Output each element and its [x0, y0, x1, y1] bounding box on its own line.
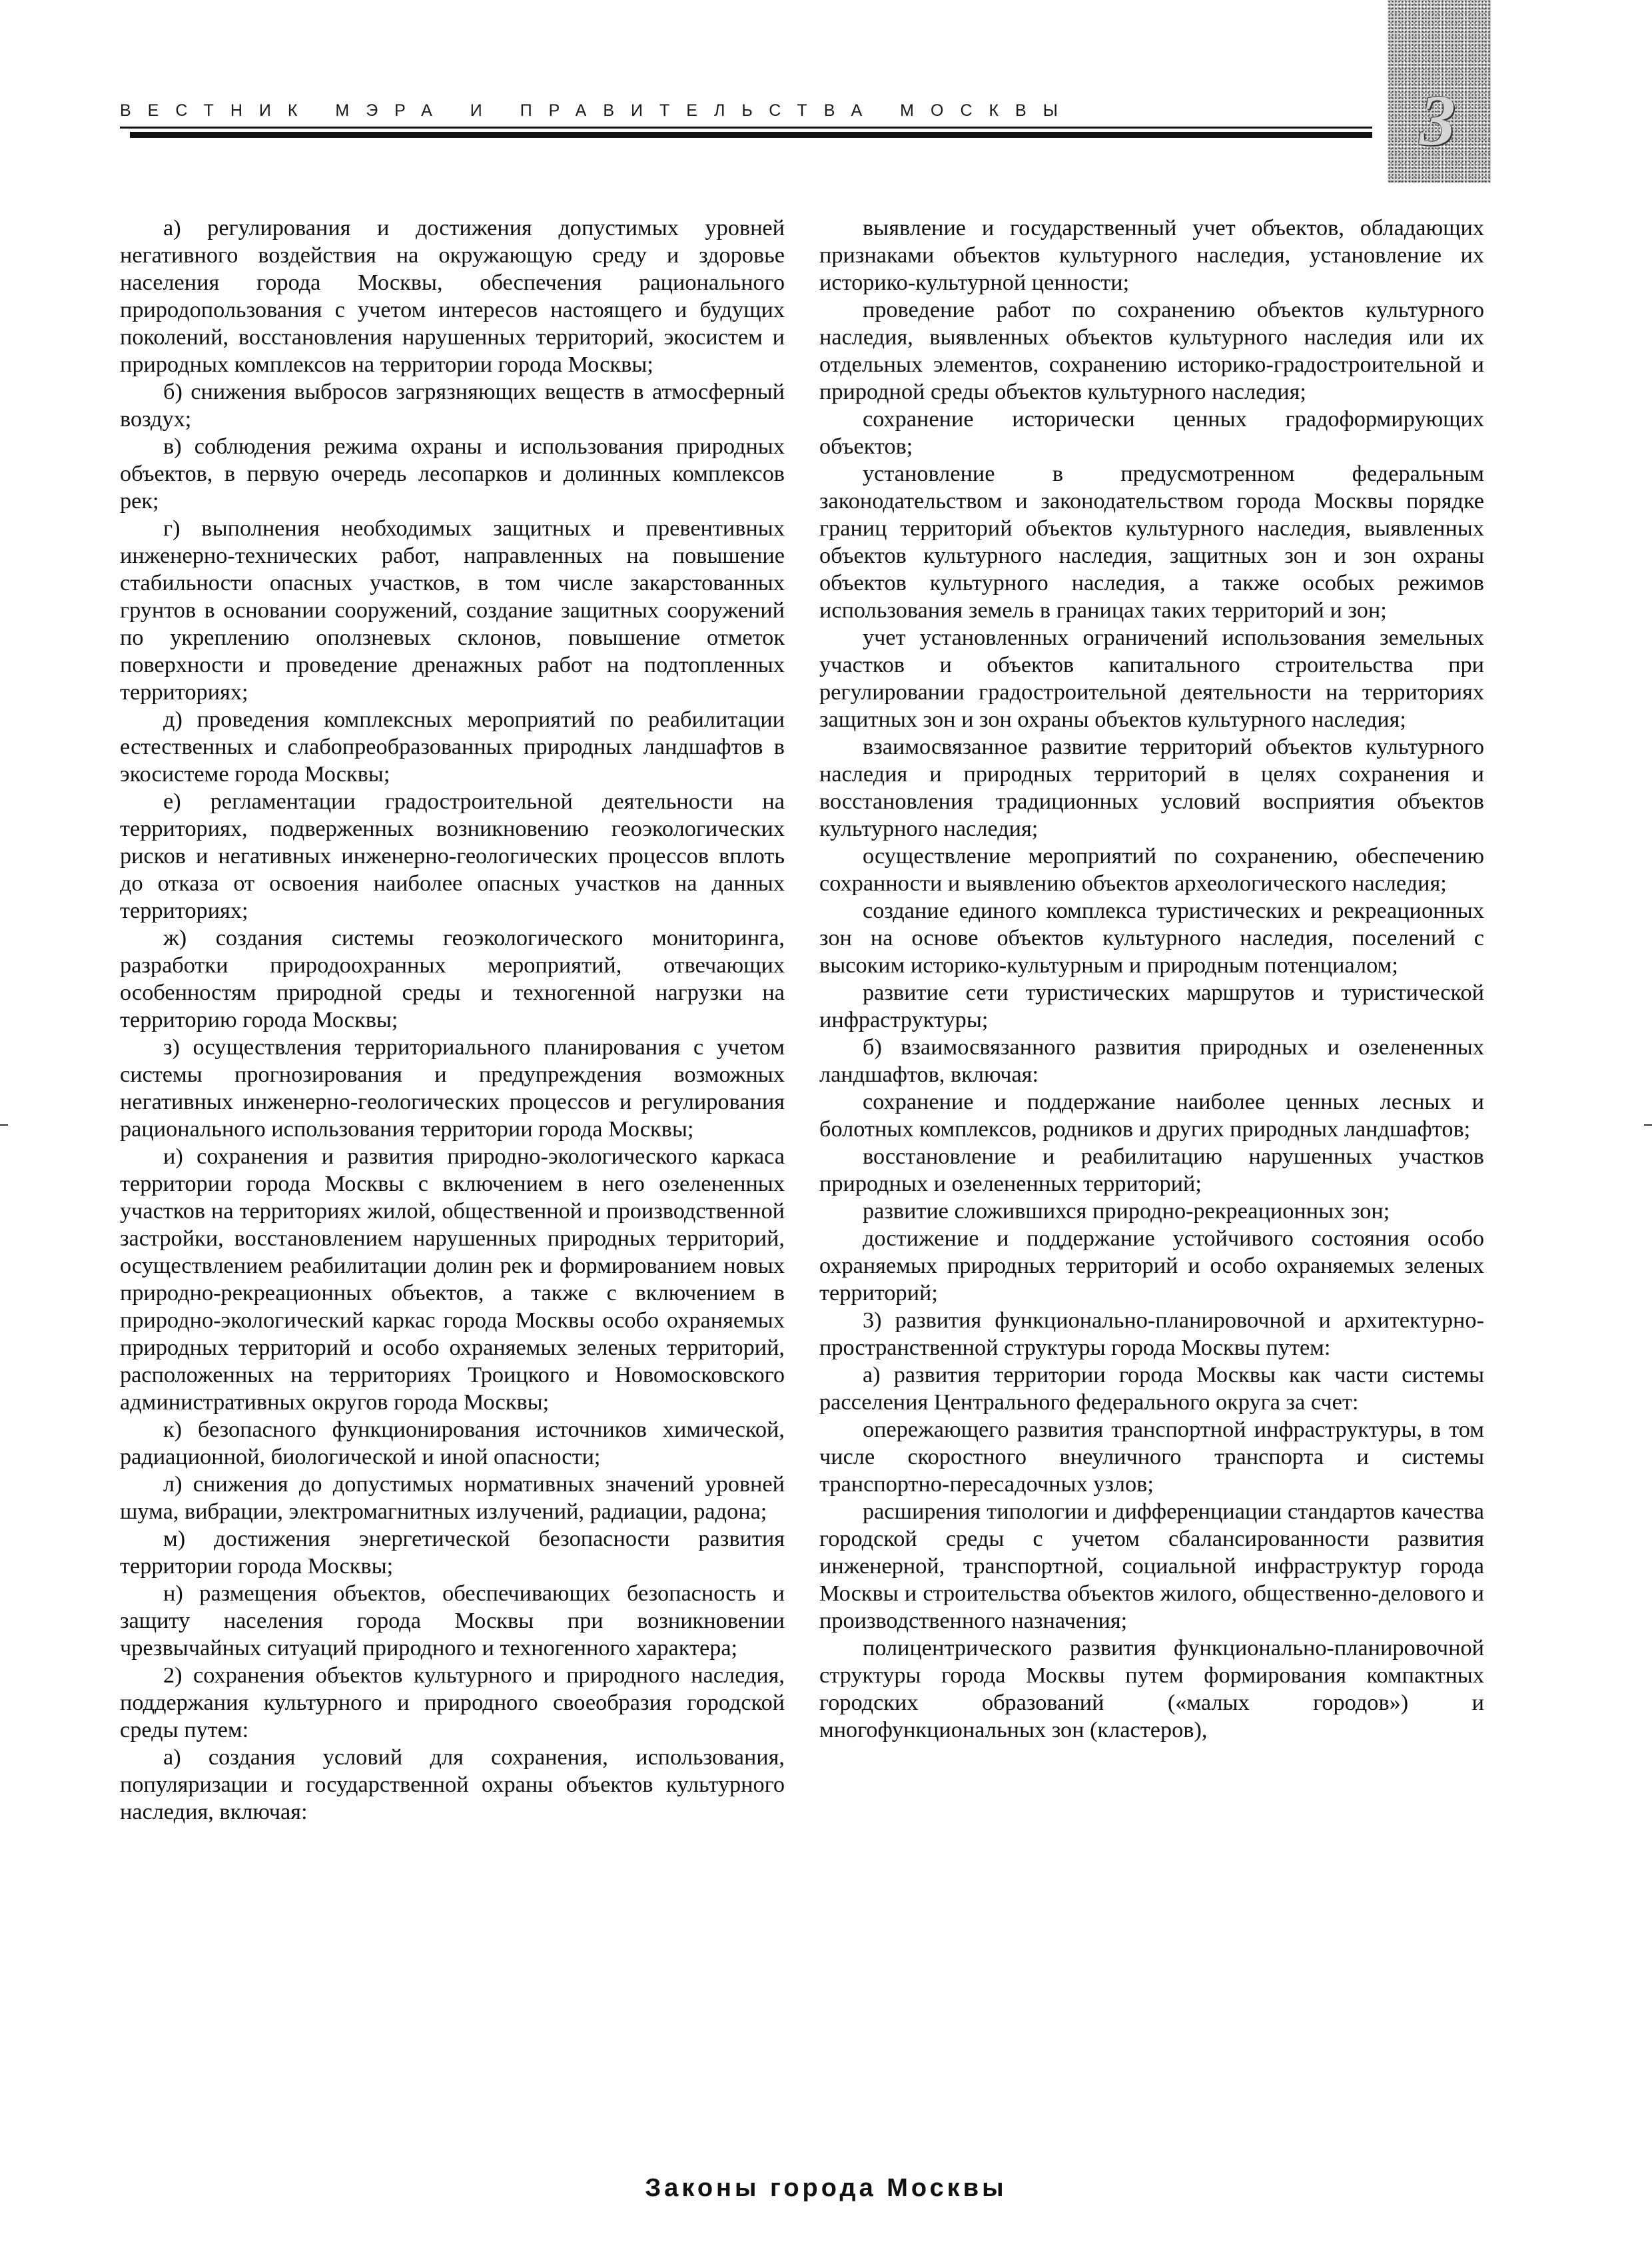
paragraph: д) проведения комплексных мероприятий по реабилитации естественных и слабопреобразованных природных ландшафтов в экосистеме города Москвы;: [120, 707, 785, 787]
paragraph: в) соблюдения режима охраны и использования природных объектов, в первую очередь лесопарков и долинных комплексов рек;: [120, 434, 785, 514]
paragraph: а) создания условий для сохранения, использования, популяризации и государственной охраны объектов культурного наследия, включая:: [120, 1744, 785, 1824]
paragraph: полицентрического развития функционально-планировочной структуры города Москвы путем формирования компактных городских образований («малых городов») и многофункциональных зон (кластеров),: [819, 1635, 1484, 1742]
paragraph: м) достижения энергетической безопасности развития территории города Москвы;: [120, 1526, 785, 1579]
paragraph: е) регламентации градостроительной деятельности на территориях, подверженных возникновению геоэкологических рисков и негативных инженерно-геологических процессов вплоть до отказа от освоения наиболее опасных участков на данных территориях;: [120, 789, 785, 923]
paragraph: сохранение и поддержание наиболее ценных лесных и болотных комплексов, родников и других природных ландшафтов;: [819, 1089, 1484, 1142]
footer-section-title: Законы города Москвы: [645, 2174, 1007, 2202]
paragraph: з) осуществления территориального планирования с учетом системы прогнозирования и предупреждения возможных негативных инженерно-геологических процессов и регулирования рационального использования территории города Москвы;: [120, 1034, 785, 1142]
page-number: 3: [1420, 81, 1455, 161]
paragraph: а) регулирования и достижения допустимых уровней негативного воздействия на окружающую среду и здоровье населения города Москвы, обеспечения рационального природопользования с учетом интересов настоящего и будущих поколений, восстановления нарушенных территорий, экосистем и природных комплексов на территории города Москвы;: [120, 215, 785, 377]
paragraph: 3) развития функционально-планировочной и архитектурно-пространственной структуры города Москвы путем:: [819, 1308, 1484, 1360]
paragraph: учет установленных ограничений использования земельных участков и объектов капитального строительства при регулировании градостроительной деятельности на территориях защитных зон и зон охраны объектов культурного наследия;: [819, 625, 1484, 732]
paragraph: опережающего развития транспортной инфраструктуры, в том числе скоростного внеуличного транспорта и системы транспортно-пересадочных узлов;: [819, 1417, 1484, 1497]
paragraph: сохранение исторически ценных градоформирующих объектов;: [819, 406, 1484, 459]
paragraph: 2) сохранения объектов культурного и природного наследия, поддержания культурного и природного своеобразия городской среды путем:: [120, 1663, 785, 1742]
header-rule-thin: [120, 127, 1372, 129]
paragraph: л) снижения до допустимых нормативных значений уровней шума, вибрации, электромагнитных излучений, радиации, радона;: [120, 1471, 785, 1524]
paragraph: развитие сложившихся природно-рекреационных зон;: [863, 1198, 1390, 1224]
paragraph: б) снижения выбросов загрязняющих веществ в атмосферный воздух;: [120, 379, 785, 432]
paragraph: выявление и государственный учет объектов, обладающих признаками объектов культурного наследия, установление их историко-культурной ценности;: [819, 215, 1484, 295]
paragraph: достижение и поддержание устойчивого состояния особо охраняемых природных территорий и особо охраняемых зеленых территорий;: [819, 1226, 1484, 1306]
paragraph: развитие сети туристических маршрутов и туристической инфраструктуры;: [819, 980, 1484, 1032]
crop-mark-left: [0, 1124, 8, 1126]
crop-mark-right: [1644, 1124, 1652, 1126]
header-rule-thick: [130, 132, 1372, 138]
paragraph: к) безопасного функционирования источников химической, радиационной, биологической и иной опасности;: [120, 1417, 785, 1469]
journal-header-title: ВЕСТНИК МЭРА И ПРАВИТЕЛЬСТВА МОСКВЫ: [120, 101, 1074, 120]
paragraph: создание единого комплекса туристических и рекреационных зон на основе объектов культурного наследия, поселений с высоким историко-культурным и природным потенциалом;: [819, 898, 1484, 978]
paragraph: установление в предусмотренном федеральным законодательством и законодательством города Москвы порядке границ территорий объектов культурного наследия, выявленных объектов культурного наследия, защитных зон и зон охраны объектов культурного наследия, а также особых режимов использования земель в границах таких территорий и зон;: [819, 461, 1484, 623]
paragraph: а) развития территории города Москвы как части системы расселения Центрального федерального округа за счет:: [819, 1362, 1484, 1415]
paragraph: осуществление мероприятий по сохранению, обеспечению сохранности и выявлению объектов археологического наследия;: [819, 843, 1484, 896]
page-number-badge: [1388, 0, 1491, 183]
left-column: [120, 214, 785, 1826]
paragraph: г) выполнения необходимых защитных и превентивных инженерно-технических работ, направленных на повышение стабильности опасных участков, в том числе закарстованных грунтов в основании сооружений, создание защитных сооружений по укреплению оползневых склонов, повышение отметок поверхности и проведение дренажных работ на подтопленных территориях;: [120, 516, 785, 705]
paragraph: ж) создания системы геоэкологического мониторинга, разработки природоохранных мероприятий, отвечающих особенностям природной среды и техногенной нагрузки на территорию города Москвы;: [120, 925, 785, 1032]
right-column: [819, 214, 1484, 1744]
paragraph: и) сохранения и развития природно-экологического каркаса территории города Москвы с включением в него озелененных участков на территориях жилой, общественной и производственной застройки, восстановлением нарушенных природных территорий, осуществлением реабилитации долин рек и формированием новых природно-рекреационных объектов, а также с включением в природно-экологический каркас города Москвы особо охраняемых природных территорий и особо охраняемых зеленых территорий, расположенных на территориях Троицкого и Новомосковского административных округов города Москвы;: [120, 1144, 785, 1415]
paragraph: проведение работ по сохранению объектов культурного наследия, выявленных объектов культурного наследия или их отдельных элементов, сохранению историко-градостроительной и природной среды объектов культурного наследия;: [819, 297, 1484, 404]
paragraph: н) размещения объектов, обеспечивающих безопасность и защиту населения города Москвы при возникновении чрезвычайных ситуаций природного и техногенного характера;: [120, 1581, 785, 1661]
paragraph: взаимосвязанное развитие территорий объектов культурного наследия и природных территорий в целях сохранения и восстановления традиционных условий восприятия объектов культурного наследия;: [819, 734, 1484, 841]
paragraph: б) взаимосвязанного развития природных и озелененных ландшафтов, включая:: [819, 1034, 1484, 1087]
paragraph: восстановление и реабилитацию нарушенных участков природных и озелененных территорий;: [819, 1144, 1484, 1196]
paragraph: расширения типологии и дифференциации стандартов качества городской среды с учетом сбалансированности развития инженерной, транспортной, социальной инфраструктур города Москвы и строительства объектов жилого, общественно-делового и производственного назначения;: [819, 1499, 1484, 1633]
